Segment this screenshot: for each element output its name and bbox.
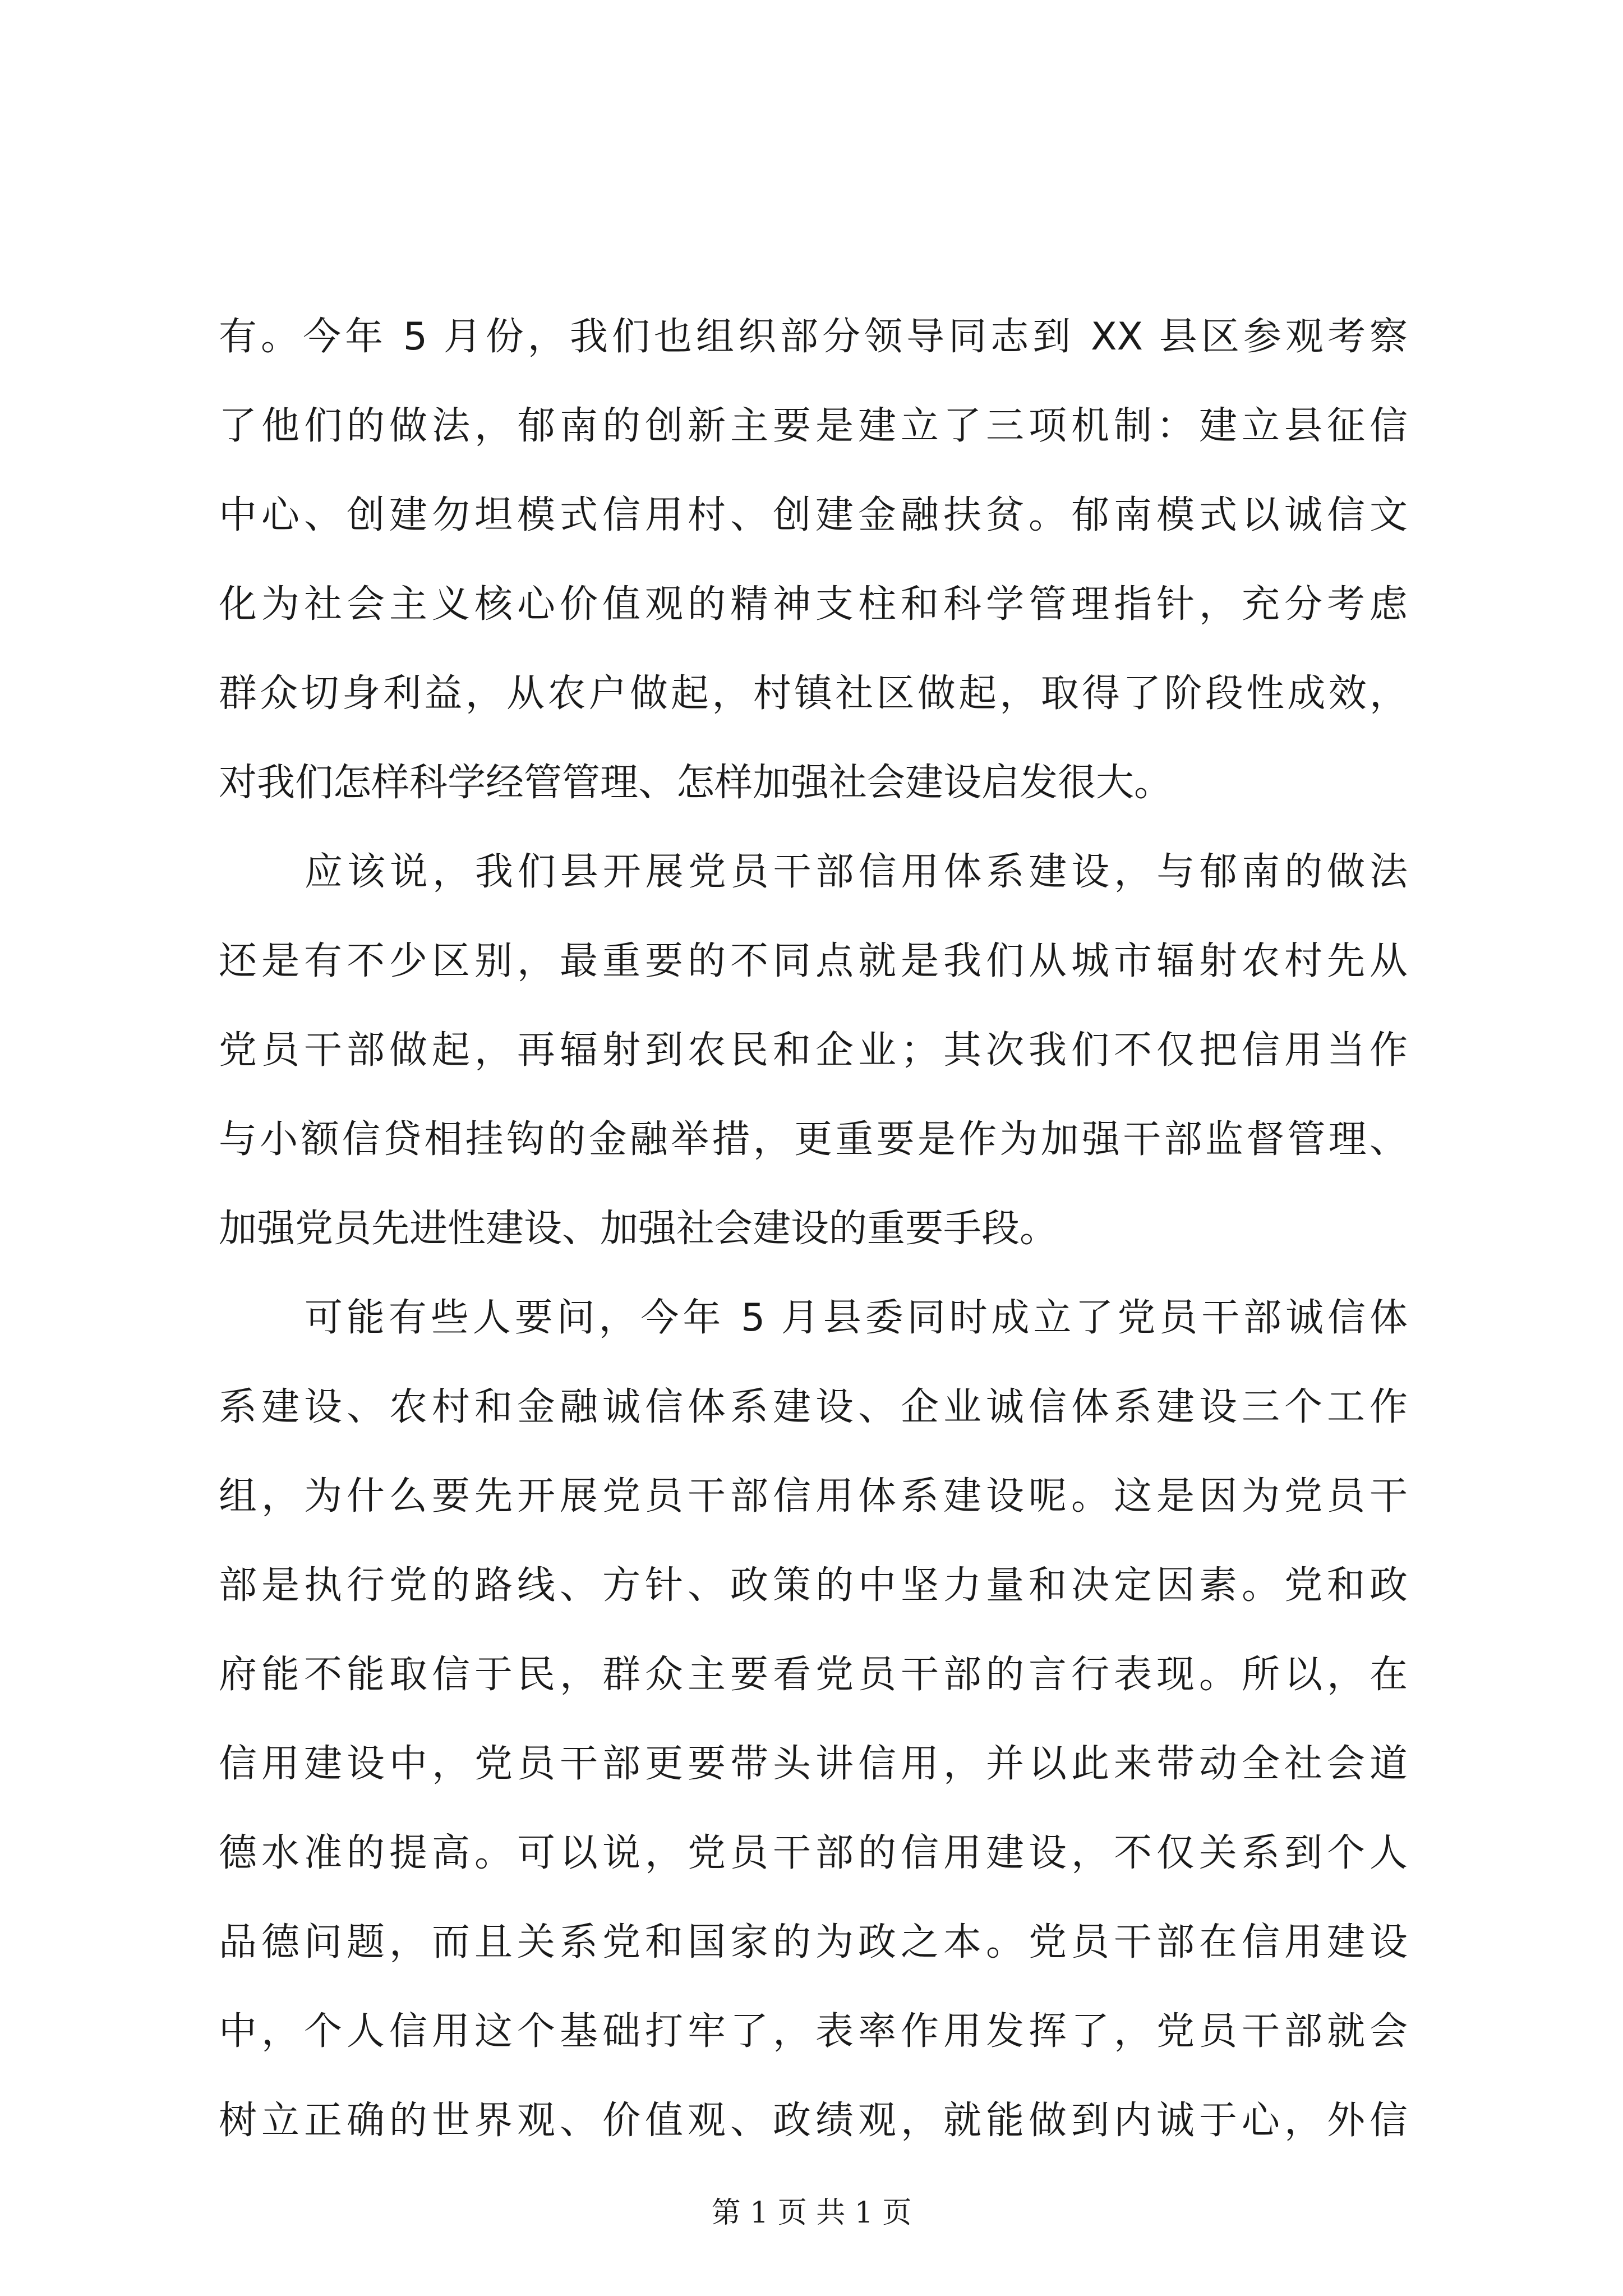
page-footer: 第 1 页 共 1 页 (711, 2196, 912, 2230)
text-line-14: 组，为什么要先开展党员干部信用体系建设呢。这是因为党员干 (219, 1474, 1408, 1519)
text-line-9: 党员干部做起，再辐射到农民和企业；其次我们不仅把信用当作 (219, 1028, 1408, 1073)
text-line-13: 系建设、农村和金融诚信体系建设、企业诚信体系建设三个工作 (219, 1385, 1408, 1429)
text-line-8: 还是有不少区别，最重要的不同点就是我们从城市辐射农村先从 (219, 939, 1408, 983)
text-line-12: 可能有些人要问，今年 5 月县委同时成立了党员干部诚信体 (305, 1296, 1408, 1340)
text-line-6: 对我们怎样科学经管管理、怎样加强社会建设启发很大。 (219, 761, 1173, 805)
text-line-15: 部是执行党的路线、方针、政策的中坚力量和决定因素。党和政 (219, 1563, 1408, 1608)
text-line-11: 加强党员先进性建设、加强社会建设的重要手段。 (219, 1207, 1058, 1251)
text-line-18: 德水准的提高。可以说，党员干部的信用建设，不仅关系到个人 (219, 1831, 1408, 1875)
text-line-7: 应该说，我们县开展党员干部信用体系建设，与郁南的做法 (305, 850, 1408, 894)
text-line-17: 信用建设中，党员干部更要带头讲信用，并以此来带动全社会道 (219, 1742, 1408, 1786)
text-line-3: 中心、创建勿坦模式信用村、创建金融扶贫。郁南模式以诚信文 (219, 493, 1408, 537)
text-line-5: 群众切身利益，从农户做起，村镇社区做起，取得了阶段性成效， (219, 671, 1408, 716)
text-line-2: 了他们的做法，郁南的创新主要是建立了三项机制：建立县征信 (219, 404, 1408, 448)
text-line-16: 府能不能取信于民，群众主要看党员干部的言行表现。所以，在 (219, 1653, 1408, 1697)
text-line-21: 树立正确的世界观、价值观、政绩观，就能做到内诚于心，外信 (219, 2099, 1408, 2143)
text-line-4: 化为社会主义核心价值观的精神支柱和科学管理指针，充分考虑 (219, 582, 1408, 627)
text-line-19: 品德问题，而且关系党和国家的为政之本。党员干部在信用建设 (219, 1920, 1408, 1964)
text-line-10: 与小额信贷相挂钩的金融举措，更重要是作为加强干部监督管理、 (219, 1117, 1408, 1162)
text-line-1: 有。今年 5 月份，我们也组织部分领导同志到 XX 县区参观考察 (219, 315, 1408, 359)
text-line-20: 中，个人信用这个基础打牢了，表率作用发挥了，党员干部就会 (219, 2009, 1408, 2054)
